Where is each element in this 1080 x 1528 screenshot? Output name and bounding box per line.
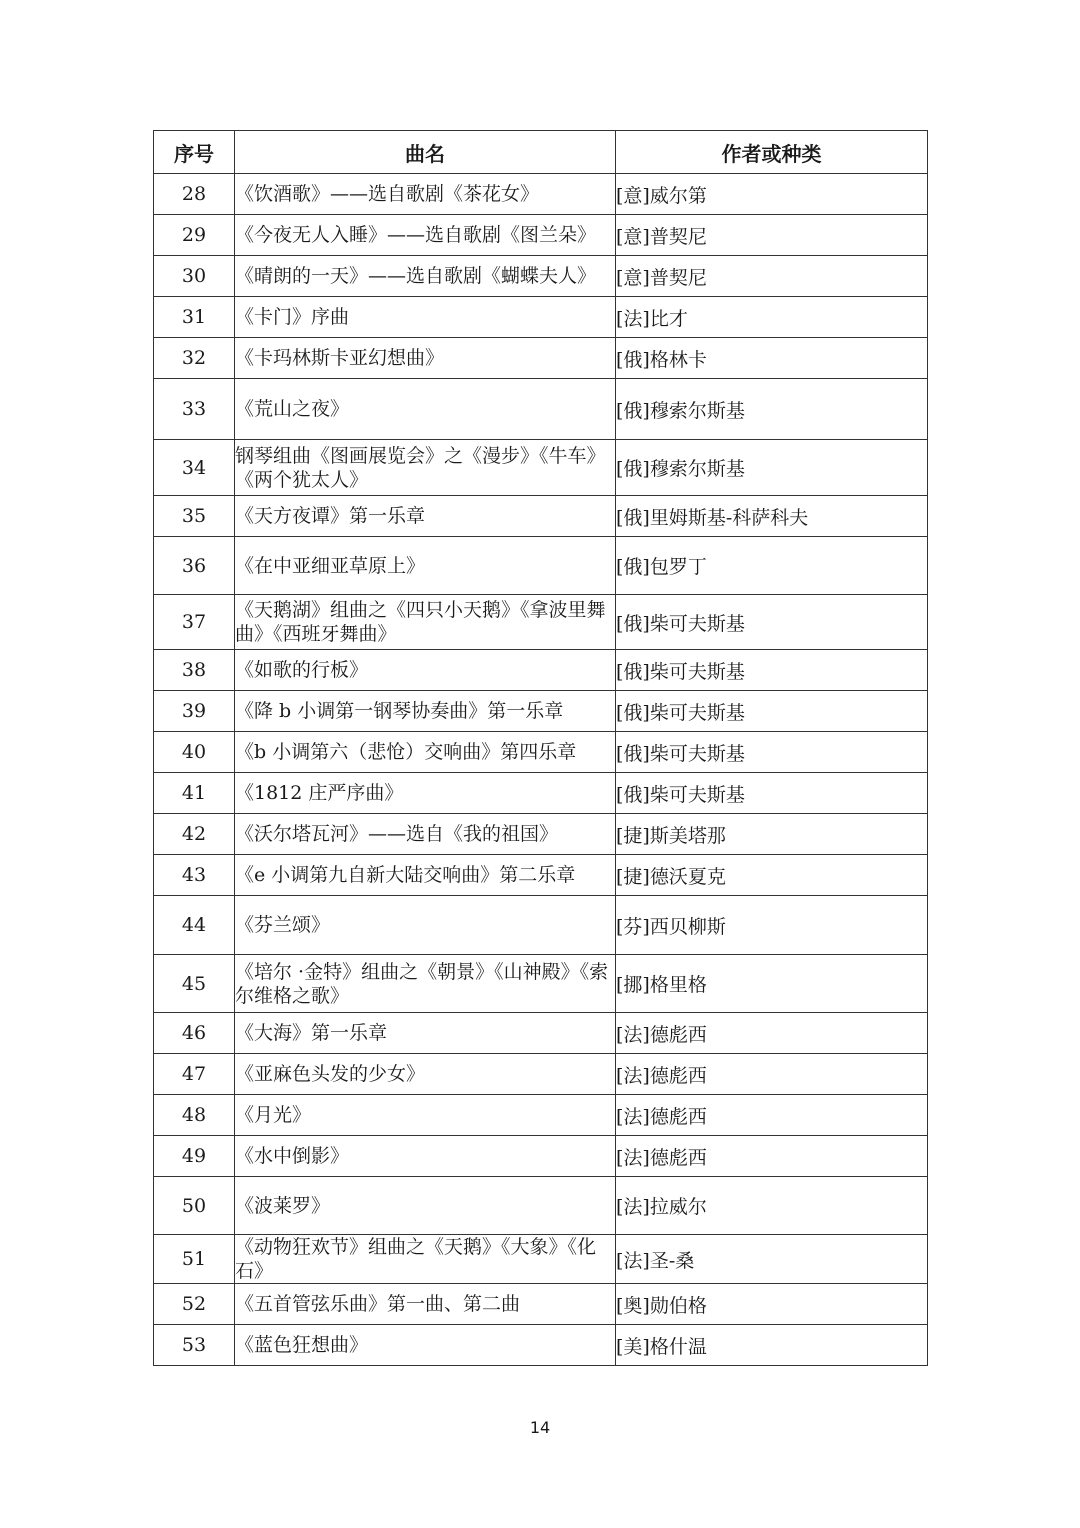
table-row — [154, 256, 928, 297]
cell-no: 36 — [154, 537, 235, 595]
cell-no: 49 — [154, 1136, 235, 1177]
cell-no: 47 — [154, 1054, 235, 1095]
cell-author: [俄]柴可夫斯基 — [616, 773, 928, 814]
cell-author: [芬]西贝柳斯 — [616, 896, 928, 955]
cell-author: [俄]穆索尔斯基 — [616, 440, 928, 496]
cell-no: 43 — [154, 855, 235, 896]
cell-author: [意]普契尼 — [616, 256, 928, 297]
cell-title: 《水中倒影》 — [235, 1136, 616, 1177]
table-row — [154, 691, 928, 732]
cell-author: [法]比才 — [616, 297, 928, 338]
cell-no: 32 — [154, 338, 235, 379]
cell-author: [意]威尔第 — [616, 174, 928, 215]
cell-title: 《亚麻色头发的少女》 — [235, 1054, 616, 1095]
cell-no: 52 — [154, 1284, 235, 1325]
cell-title: 《卡门》序曲 — [235, 297, 616, 338]
cell-no: 46 — [154, 1013, 235, 1054]
cell-no: 50 — [154, 1177, 235, 1235]
cell-no: 48 — [154, 1095, 235, 1136]
cell-no: 44 — [154, 896, 235, 955]
cell-no: 35 — [154, 496, 235, 537]
cell-author: [俄]柴可夫斯基 — [616, 650, 928, 691]
cell-author: [俄]柴可夫斯基 — [616, 691, 928, 732]
cell-title: 《动物狂欢节》组曲之《天鹅》《大象》《化石》 — [235, 1235, 616, 1284]
cell-author: [挪]格里格 — [616, 955, 928, 1013]
table-row — [154, 595, 928, 650]
cell-author: [奥]勋伯格 — [616, 1284, 928, 1325]
cell-title: 《在中亚细亚草原上》 — [235, 537, 616, 595]
cell-author: [捷]斯美塔那 — [616, 814, 928, 855]
table-row — [154, 650, 928, 691]
cell-title: 《大海》第一乐章 — [235, 1013, 616, 1054]
table-row — [154, 379, 928, 440]
cell-title: 《如歌的行板》 — [235, 650, 616, 691]
table-row — [154, 773, 928, 814]
cell-title: 《天鹅湖》组曲之《四只小天鹅》《拿波里舞曲》《西班牙舞曲》 — [235, 595, 616, 650]
cell-title: 《波莱罗》 — [235, 1177, 616, 1235]
table-row — [154, 1235, 928, 1284]
cell-title: 《荒山之夜》 — [235, 379, 616, 440]
cell-author: [俄]格林卡 — [616, 338, 928, 379]
table-row — [154, 1284, 928, 1325]
cell-title: 《蓝色狂想曲》 — [235, 1325, 616, 1366]
table-row — [154, 440, 928, 496]
cell-author: [法]德彪西 — [616, 1013, 928, 1054]
cell-title: 《沃尔塔瓦河》——选自《我的祖国》 — [235, 814, 616, 855]
table-row — [154, 1136, 928, 1177]
cell-author: [法]圣-桑 — [616, 1235, 928, 1284]
cell-title: 《b 小调第六（悲怆）交响曲》第四乐章 — [235, 732, 616, 773]
cell-no: 51 — [154, 1235, 235, 1284]
table-row — [154, 496, 928, 537]
cell-no: 39 — [154, 691, 235, 732]
table-row — [154, 896, 928, 955]
cell-author: [法]拉威尔 — [616, 1177, 928, 1235]
cell-no: 41 — [154, 773, 235, 814]
cell-author: [意]普契尼 — [616, 215, 928, 256]
table-row — [154, 297, 928, 338]
header-no: 序号 — [154, 131, 235, 174]
cell-author: [俄]包罗丁 — [616, 537, 928, 595]
cell-no: 28 — [154, 174, 235, 215]
cell-title: 《饮酒歌》——选自歌剧《茶花女》 — [235, 174, 616, 215]
table-row — [154, 537, 928, 595]
cell-title: 《天方夜谭》第一乐章 — [235, 496, 616, 537]
cell-title: 钢琴组曲《图画展览会》之《漫步》《牛车》《两个犹太人》 — [235, 440, 616, 496]
cell-no: 29 — [154, 215, 235, 256]
cell-no: 45 — [154, 955, 235, 1013]
table-row — [154, 814, 928, 855]
music-list-table — [153, 130, 928, 1366]
table-row — [154, 1177, 928, 1235]
cell-author: [法]德彪西 — [616, 1054, 928, 1095]
header-author: 作者或种类 — [616, 131, 928, 174]
table-row — [154, 215, 928, 256]
cell-title: 《卡玛林斯卡亚幻想曲》 — [235, 338, 616, 379]
cell-no: 30 — [154, 256, 235, 297]
cell-no: 34 — [154, 440, 235, 496]
cell-title: 《降 b 小调第一钢琴协奏曲》第一乐章 — [235, 691, 616, 732]
header-row — [154, 131, 928, 174]
cell-author: [俄]里姆斯基-科萨科夫 — [616, 496, 928, 537]
cell-author: [俄]穆索尔斯基 — [616, 379, 928, 440]
cell-title: 《五首管弦乐曲》第一曲、第二曲 — [235, 1284, 616, 1325]
table-row — [154, 855, 928, 896]
cell-title: 《1812 庄严序曲》 — [235, 773, 616, 814]
table-row — [154, 732, 928, 773]
table-row — [154, 1054, 928, 1095]
cell-author: [捷]德沃夏克 — [616, 855, 928, 896]
cell-no: 33 — [154, 379, 235, 440]
cell-title: 《芬兰颂》 — [235, 896, 616, 955]
cell-title: 《月光》 — [235, 1095, 616, 1136]
cell-title: 《培尔 ·金特》组曲之《朝景》《山神殿》《索尔维格之歌》 — [235, 955, 616, 1013]
table-row — [154, 338, 928, 379]
cell-author: [法]德彪西 — [616, 1095, 928, 1136]
cell-no: 42 — [154, 814, 235, 855]
cell-author: [俄]柴可夫斯基 — [616, 595, 928, 650]
cell-author: [法]德彪西 — [616, 1136, 928, 1177]
header-title: 曲名 — [235, 131, 616, 174]
cell-title: 《e 小调第九自新大陆交响曲》第二乐章 — [235, 855, 616, 896]
table-row — [154, 1095, 928, 1136]
cell-no: 53 — [154, 1325, 235, 1366]
cell-title: 《晴朗的一天》——选自歌剧《蝴蝶夫人》 — [235, 256, 616, 297]
cell-title: 《今夜无人入睡》——选自歌剧《图兰朵》 — [235, 215, 616, 256]
table-row — [154, 1013, 928, 1054]
cell-no: 31 — [154, 297, 235, 338]
cell-no: 40 — [154, 732, 235, 773]
table-row — [154, 955, 928, 1013]
cell-author: [俄]柴可夫斯基 — [616, 732, 928, 773]
cell-author: [美]格什温 — [616, 1325, 928, 1366]
table-row — [154, 1325, 928, 1366]
table-row — [154, 174, 928, 215]
cell-no: 38 — [154, 650, 235, 691]
page-number: 14 — [529, 1418, 551, 1437]
cell-no: 37 — [154, 595, 235, 650]
